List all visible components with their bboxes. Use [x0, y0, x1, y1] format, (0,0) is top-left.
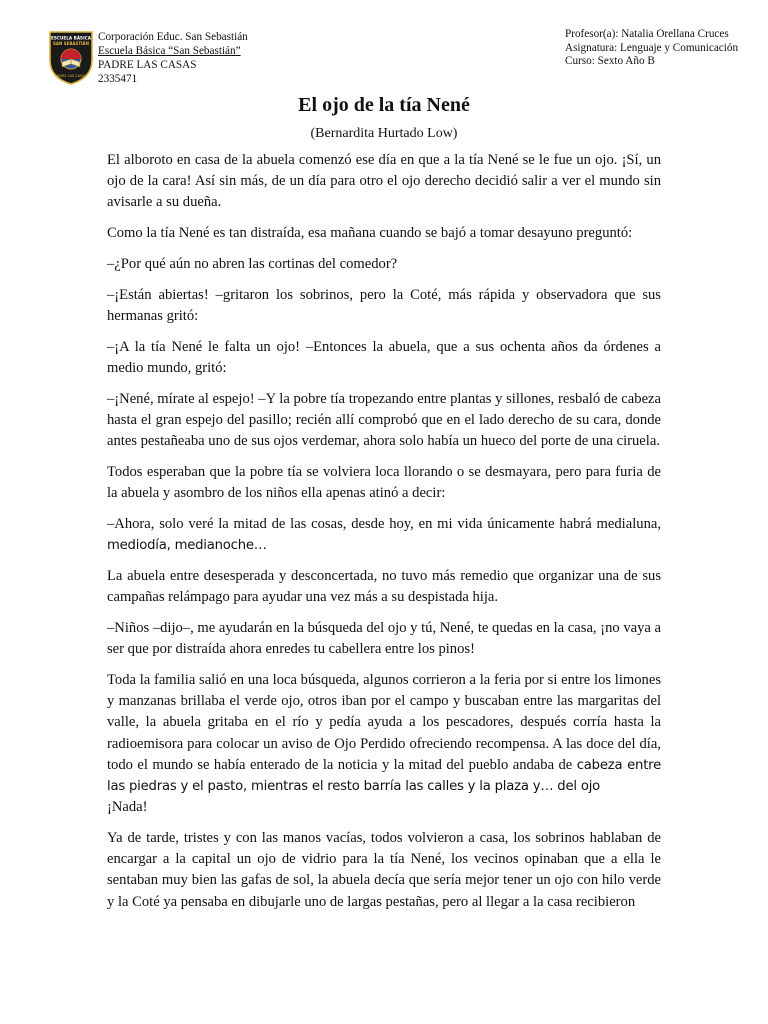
paragraph-text-alt-font: mediodía, medianoche…	[107, 538, 267, 554]
document-author: (Bernardita Hurtado Low)	[310, 126, 458, 141]
course-name: Curso: Sexto Año B	[565, 55, 655, 67]
paragraph-text: ¡Nada!	[107, 799, 148, 816]
paragraph: La abuela entre desesperada y desconcertada, no tuvo más remedio que organizar una de sus campañas relámpago para ayudar una vez más a su despistada hija.	[107, 568, 661, 606]
paragraph: Ya de tarde, tristes y con las manos vacías, todos volvieron a casa, los sobrinos hablaban de encargar a la capital un ojo de vidrio para la tía Nené, los vecinos opinaban que a ella le sentaban muy bien las gafas de sol, la abuela decía que sería mejor tener un ojo con hilo verde y la Coté ya pensaba en dibujarle uno de largas pestañas, pero al llegar a la casa recibieron	[107, 830, 661, 910]
paragraph: El alboroto en casa de la abuela comenzó ese día en que a la tía Nené se le fue un ojo. ¡Sí, un ojo de la cara! Así sin más, de un día para otro el ojo derecho decidió salir a ver el mundo sin avisarle a su dueña.	[107, 152, 661, 211]
document-title: El ojo de la tía Nené	[298, 94, 470, 116]
subject-name: Asignatura: Lenguaje y Comunicación	[565, 41, 739, 54]
paragraph: –¡Están abiertas! –gritaron los sobrinos, pero la Coté, más rápida y observadora que sus hermanas gritó:	[107, 286, 661, 324]
paragraph: –¡A la tía Nené le falta un ojo! –Entonces la abuela, que a sus ochenta años da órdenes a medio mundo, gritó:	[107, 338, 661, 376]
paragraph	[107, 670, 661, 818]
school-shield-icon	[48, 30, 94, 86]
logo-name-text: SAN SEBASTIÁN	[52, 41, 90, 46]
paragraph-text: Toda la familia salió en una loca búsqueda, algunos corrieron a la feria por si entre los limones y manzanas brillaba el verde ojo, otros iban por el campo y buscaban entre las margaritas del valle, la abuela gritaba en el río y pedía ayuda a los pescadores, después corría hasta la radioemisora para colocar un aviso de Ojo Perdido ofreciendo recompensa. A las doce del día, todo el mundo se había enterado de la noticia y la mitad del pueblo andaba de	[107, 672, 661, 773]
logo-top-text: ESCUELA BÁSICA	[51, 35, 91, 41]
paragraph	[107, 514, 661, 556]
course-info	[565, 28, 738, 69]
story-body	[107, 150, 661, 922]
document-header	[0, 0, 768, 92]
paragraph: –¡Nené, mírate al espejo! –Y la pobre tía tropezando entre plantas y sillones, resbaló de cabeza hasta el gran espejo del pasillo; recién allí comprobó que en el lado derecho de su cara, donde antes pestañeaba uno de sus ojos verdemar, ahora solo había un hueco del porte de una ciruela.	[107, 390, 661, 450]
school-city: PADRE LAS CASAS	[98, 59, 197, 71]
teacher-name: Profesor(a): Natalia Orellana Cruces	[565, 28, 729, 40]
paragraph-text: –Ahora, solo veré la mitad de las cosas, desde hoy, en mi vida únicamente habrá medialuna,	[107, 516, 661, 532]
corporation-name: Corporación Educ. San Sebastián	[98, 31, 248, 43]
paragraph: Como la tía Nené es tan distraída, esa mañana cuando se bajó a tomar desayuno preguntó:	[107, 225, 633, 242]
school-logo	[48, 30, 94, 86]
school-name: Escuela Básica “San Sebastián”	[98, 45, 241, 57]
school-info	[98, 30, 248, 86]
school-phone: 2335471	[98, 73, 138, 85]
paragraph: –¿Por qué aún no abren las cortinas del comedor?	[107, 256, 398, 272]
paragraph-text-alt-font: cabeza entre las piedras y el pasto, mientras el resto barría las calles y la plaza y… del ojo	[107, 757, 662, 795]
paragraph: –Niños –dijo–, me ayudarán en la búsqueda del ojo y tú, Nené, te quedas en la casa, ¡no vaya a ser que por distraída ahora enredes tu cabellera entre los pinos!	[107, 620, 661, 658]
paragraph: Todos esperaban que la pobre tía se volviera loca llorando o se desmayara, pero para furia de la abuela y asombro de los niños ella apenas atinó a decir:	[107, 464, 661, 502]
logo-bottom-text: PADRE LAS CASAS	[55, 74, 87, 78]
